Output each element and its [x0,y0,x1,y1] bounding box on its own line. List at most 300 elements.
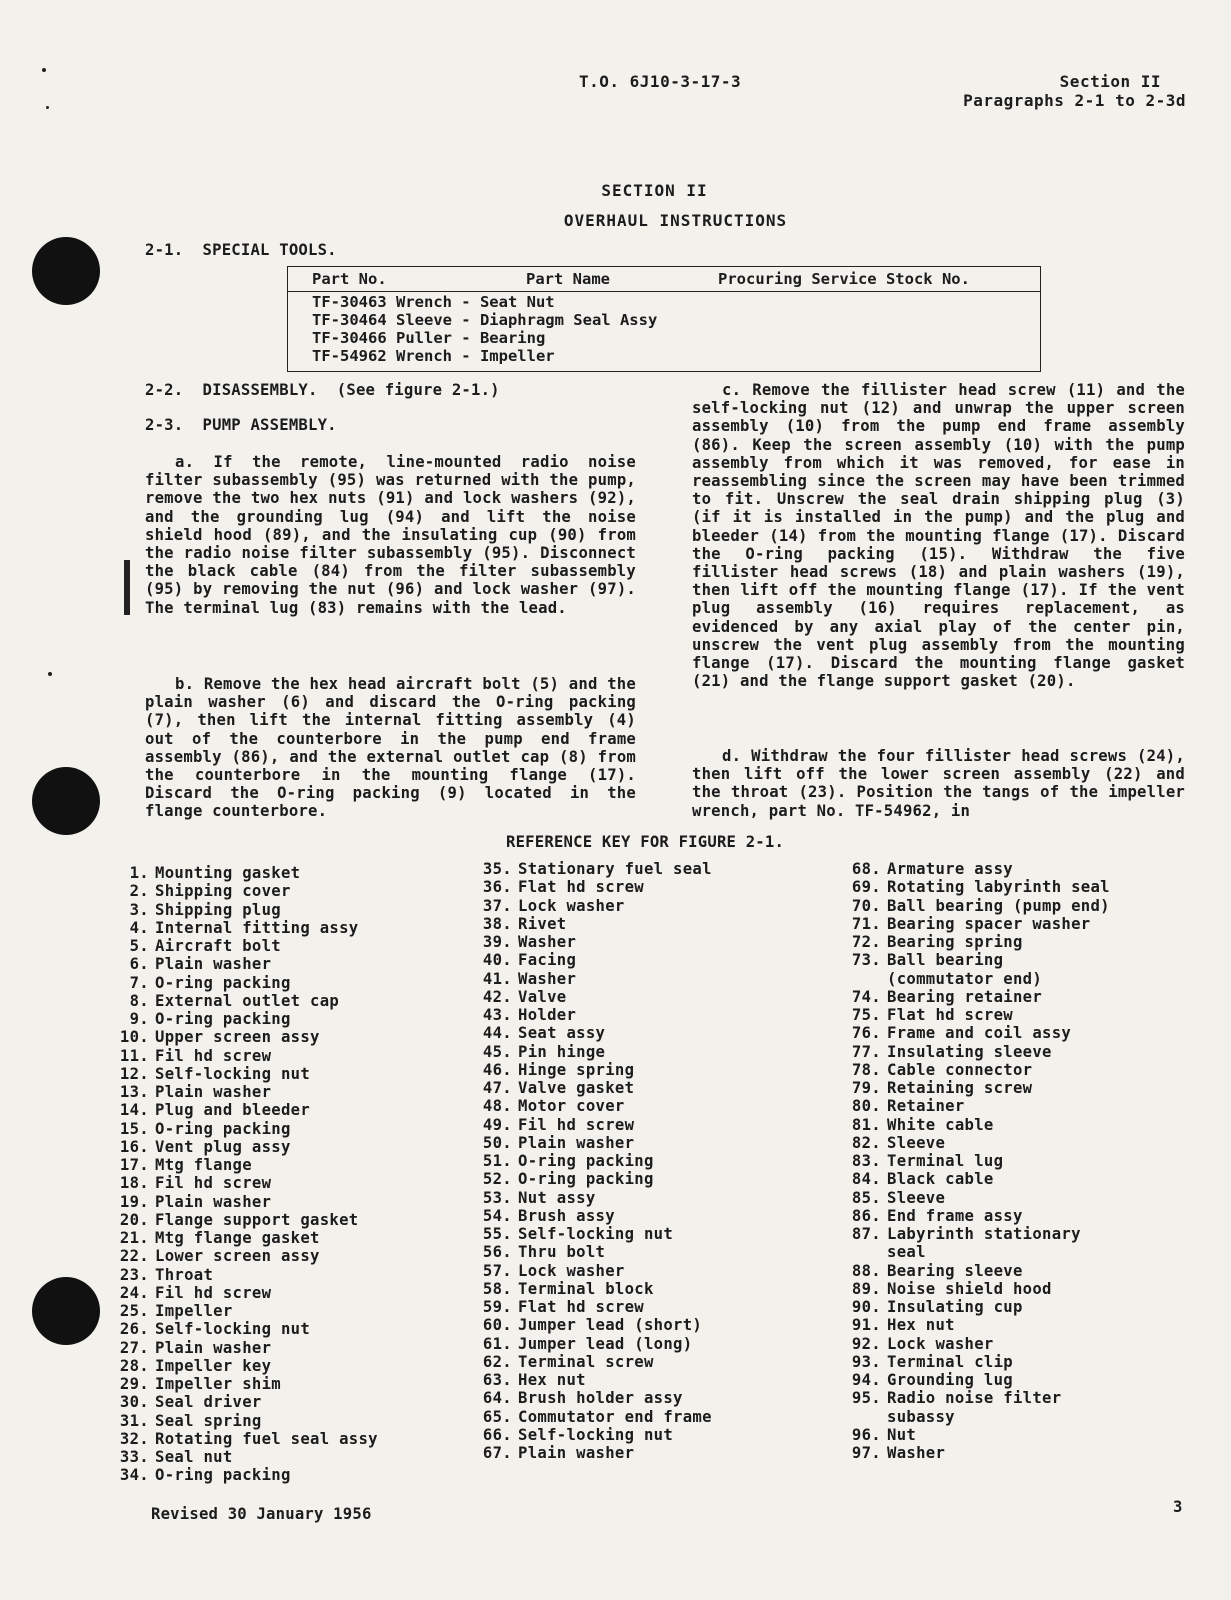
reference-key-label: Plain washer [518,1444,635,1462]
reference-key-number: 95. [851,1389,881,1408]
reference-key-item [480,1298,712,1316]
reference-key-item [117,1156,378,1174]
column-header-part-name: Part Name [526,270,610,288]
reference-key-number: 97. [851,1444,881,1462]
reference-key-label: Sleeve [887,1133,946,1152]
reference-key-label: Fil hd screw [155,1046,272,1065]
paragraph-c [692,381,1185,690]
reference-key-item [849,933,1110,951]
reference-key-item [480,1134,712,1152]
reference-key-item [480,860,712,878]
reference-key-item [117,937,378,955]
reference-key-number: 54. [482,1206,512,1225]
reference-key-item [117,1047,378,1065]
reference-key-label: Plain washer [155,1192,272,1211]
reference-key-number: 81. [851,1115,881,1134]
revision-date: Revised 30 January 1956 [151,1505,372,1523]
reference-key-label: Mounting gasket [155,864,301,882]
reference-key-label: Mtg flange gasket [155,1229,320,1247]
reference-key-item [117,1138,378,1156]
reference-key-item [849,878,1110,896]
reference-key-number: 59. [482,1298,512,1316]
reference-key-item [480,1444,712,1462]
reference-key-number: 39. [482,933,512,951]
reference-key-label: Seat assy [518,1024,606,1043]
reference-key-label: Black cable [887,1170,994,1189]
reference-key-number: 66. [482,1425,512,1444]
reference-key-label: Internal fitting assy [155,918,359,937]
reference-key-label: Terminal screw [518,1352,654,1371]
reference-key-number: 48. [482,1097,512,1116]
reference-key-label: Nut assy [518,1188,596,1207]
reference-key-item [849,1189,1110,1207]
reference-key-item [117,1247,378,1265]
reference-key-label: Valve gasket [518,1079,635,1097]
reference-key-number: 74. [851,987,881,1006]
margin-speck [42,68,46,72]
reference-key-number: 20. [119,1210,149,1229]
reference-key-number: 18. [119,1174,149,1193]
reference-key-item [117,1174,378,1192]
reference-key-number: 5. [129,937,149,955]
reference-key-label: Valve [518,987,567,1006]
reference-key-number: 24. [119,1283,149,1302]
reference-key-number: 64. [482,1389,512,1408]
table-row: TF-30466 Puller - Bearing [312,329,546,347]
paragraph-range: Paragraphs 2-1 to 2-3d [963,91,1186,110]
reference-key-number: 44. [482,1024,512,1043]
reference-key-item [849,1006,1110,1024]
reference-key-item [480,1152,712,1170]
reference-key-label: Nut [887,1425,917,1444]
reference-key-number: 40. [482,951,512,970]
reference-key-item [117,955,378,973]
reference-key-number: 47. [482,1079,512,1097]
reference-key-number: 9. [129,1010,149,1028]
reference-key-label: Seal nut [155,1448,233,1466]
paragraph-d [692,747,1185,820]
reference-key-number: 53. [482,1188,512,1207]
reference-key-item [480,1335,712,1353]
reference-key-label: Hex nut [887,1316,955,1335]
reference-key-item [117,1266,378,1284]
reference-key-number: 57. [482,1261,512,1280]
reference-key-number: 38. [482,914,512,933]
reference-key-item [849,1298,1110,1316]
reference-key-label: Armature assy [887,860,1013,878]
reference-key-number: 69. [851,878,881,897]
reference-key-item [480,1280,712,1298]
reference-key-item [117,992,378,1010]
reference-key-item [480,878,712,896]
reference-key-number: 50. [482,1133,512,1152]
reference-key-label: Retainer [887,1097,965,1116]
reference-key-number: 93. [851,1352,881,1371]
reference-key-number: 49. [482,1115,512,1134]
reference-key-number: 77. [851,1042,881,1061]
reference-key-number: 79. [851,1079,881,1097]
reference-key-label: Washer [887,1444,946,1462]
reference-key-number: 76. [851,1024,881,1043]
reference-key-label: Insulating sleeve [887,1042,1052,1061]
reference-key-label: Vent plug assy [155,1137,291,1156]
reference-key-number: 34. [119,1466,149,1485]
reference-key-item [117,1065,378,1083]
reference-key-item [849,1316,1110,1334]
reference-key-label: O-ring packing [155,1010,291,1028]
reference-key-label: Fil hd screw [518,1115,635,1134]
reference-key-item [480,1353,712,1371]
reference-key-item [480,1061,712,1079]
reference-key-number: 12. [119,1064,149,1083]
reference-key-number: 73. [851,951,881,970]
reference-key-label: Rivet [518,914,567,933]
reference-key-label: Plain washer [155,1338,272,1357]
table-row: TF-54962 Wrench - Impeller [312,347,555,365]
reference-key-item [480,970,712,988]
margin-speck [48,672,52,676]
reference-key-number: 16. [119,1137,149,1156]
reference-key-item [117,1284,378,1302]
reference-key-number: 21. [119,1229,149,1247]
reference-key-item [849,1097,1110,1115]
reference-key-label: O-ring packing [155,1466,291,1485]
margin-speck [46,106,49,109]
reference-key-label: Throat [155,1265,214,1284]
reference-key-item [849,1371,1110,1389]
reference-key-label: Bearing sleeve [887,1261,1023,1280]
reference-key-label: Cable connector [887,1060,1033,1079]
reference-key-number: 55. [482,1225,512,1243]
reference-key-item [117,1028,378,1046]
reference-key-item [849,860,1110,878]
paragraph-d-text: d. Withdraw the four fillister head screws (24), then lift off the lower screen assembly (22) and the throat (23). Position the tangs of the impeller wrench, part No. TF-54962, in [692,747,1185,820]
reference-key-number: 28. [119,1356,149,1375]
doc-number: T.O. 6J10-3-17-3 [579,72,742,91]
reference-key-label-continued: (commutator end) [887,969,1043,988]
reference-key-item [480,1189,712,1207]
reference-key-label: Jumper lead (long) [518,1334,693,1353]
reference-key-number: 27. [119,1338,149,1357]
reference-key-number: 78. [851,1060,881,1079]
reference-key-number: 52. [482,1170,512,1189]
reference-key-item [849,1116,1110,1134]
reference-key-number: 61. [482,1334,512,1353]
reference-key-label: O-ring packing [518,1170,654,1189]
reference-key-label-continued: subassy [887,1407,955,1426]
reference-key-number: 91. [851,1316,881,1335]
reference-key-label: Jumper lead (short) [518,1316,703,1335]
reference-key-item [849,988,1110,1006]
reference-key-number: 51. [482,1152,512,1170]
reference-key-item [117,1193,378,1211]
pump-assembly-heading: 2-3. PUMP ASSEMBLY. [145,416,337,434]
reference-key-item [849,1152,1110,1170]
reference-key-label: Rotating fuel seal assy [155,1429,378,1448]
paragraph-b-text: b. Remove the hex head aircraft bolt (5) and the plain washer (6) and discard the O-ring packing (7), then lift the internal fitting assembly (4) out of the counterbore in the pump end frame assembly (86), and the external outlet cap (8) from the counterbore in the mounting flange (17). Discard the O-ring packing (9) located in the flange counterbore. [145,675,636,821]
reference-key-item [849,1262,1110,1280]
reference-key-item [849,1335,1110,1353]
reference-key-number: 19. [119,1192,149,1211]
binder-hole-top [32,237,100,305]
reference-key-label: Self-locking nut [155,1064,311,1083]
paragraph-b [145,675,636,821]
reference-key-label: External outlet cap [155,991,340,1010]
special-tools-table [287,266,1041,372]
section-subtitle: OVERHAUL INSTRUCTIONS [563,211,788,230]
column-header-stock-no: Procuring Service Stock No. [718,270,970,288]
reference-key-label: Flat hd screw [518,1298,644,1316]
reference-key-label: Sleeve [887,1188,946,1207]
reference-key-item [117,901,378,919]
reference-key-label: Insulating cup [887,1298,1023,1316]
reference-key-label: Noise shield hood [887,1279,1052,1298]
reference-key-item [117,1393,378,1411]
reference-key-label: Lock washer [518,1261,625,1280]
reference-key-number: 14. [119,1101,149,1120]
reference-key-item [849,1353,1110,1371]
reference-key-number: 58. [482,1279,512,1298]
reference-key-title: REFERENCE KEY FOR FIGURE 2-1. [506,833,785,851]
table-row: TF-30463 Wrench - Seat Nut [312,293,555,311]
reference-key-number: 63. [482,1371,512,1389]
reference-key-label: Fil hd screw [155,1174,272,1193]
paragraph-c-text: c. Remove the fillister head screw (11) and the self-locking nut (12) and unwrap the upper screen assembly (10) from the pump end frame assembly (86). Keep the screen assembly (10) with the pump assembly from which it was removed, for ease in reassembling since the screen may have been trimmed to fit. Unscrew the seal drain shipping plug (3) (if it is installed in the pump) and the plug and bleeder (14) from the mounting flange (17). Discard the O-ring packing (15). Withdraw the five fillister head screws (18) and plain washers (19), then lift off the mounting flange (17). If the vent plug assembly (16) requires replacement, as evidenced by any axial play of the center pin, unscrew the vent plug assembly from the mounting flange (17). Discard the mounting flange gasket (21) and the flange support gasket (20). [692,381,1185,691]
reference-key-item [117,1412,378,1430]
reference-key-item [849,1134,1110,1152]
reference-key-number: 1. [129,864,149,882]
reference-key-label: Washer [518,969,577,988]
reference-key-number: 72. [851,933,881,951]
reference-key-label: O-ring packing [155,1119,291,1138]
reference-key-label: Washer [518,933,577,951]
reference-key-number: 94. [851,1371,881,1389]
reference-key-label: White cable [887,1115,994,1134]
reference-key-item [480,933,712,951]
reference-key-number: 70. [851,896,881,915]
reference-key-label: Flat hd screw [518,878,644,897]
reference-key-label: Ball bearing [887,951,1004,970]
reference-key-number: 7. [129,973,149,992]
reference-key-item [117,864,378,882]
reference-key-item [849,915,1110,933]
reference-key-item [480,988,712,1006]
reference-key-label: Thru bolt [518,1243,606,1262]
reference-key-number: 29. [119,1375,149,1393]
reference-key-number: 23. [119,1265,149,1284]
reference-key-label: Seal spring [155,1411,262,1430]
reference-key-number: 35. [482,860,512,878]
reference-key-label: Facing [518,951,577,970]
reference-key-item [117,919,378,937]
reference-key-item [849,1170,1110,1188]
reference-key-item [480,1389,712,1407]
reference-key-column-3 [849,860,1110,1462]
reference-key-item [480,1225,712,1243]
reference-key-item [480,1079,712,1097]
reference-key-item [849,897,1110,915]
reference-key-label: Bearing retainer [887,987,1043,1006]
reference-key-item [117,1083,378,1101]
revision-change-bar [124,560,130,615]
reference-key-item [117,1101,378,1119]
reference-key-item [117,882,378,900]
section-label: Section II [1059,72,1161,91]
reference-key-number: 65. [482,1407,512,1426]
reference-key-label: Hex nut [518,1371,586,1389]
reference-key-number: 10. [119,1028,149,1047]
reference-key-number: 37. [482,896,512,915]
reference-key-label: Pin hinge [518,1042,606,1061]
reference-key-label: Bearing spacer washer [887,914,1091,933]
paragraph-a-text: a. If the remote, line-mounted radio noise filter subassembly (95) was returned with the pump, remove the two hex nuts (91) and lock washers (92), and the grounding lug (94) and lift the noise shield hood (89), and the insulating cup (90) from the radio noise filter subassembly (95). Disconnect the black cable (84) from the filter subassembly (95) by removing the nut (96) and lock washer (97). The terminal lug (83) remains with the lead. [145,453,636,617]
reference-key-item [480,915,712,933]
reference-key-number: 62. [482,1352,512,1371]
reference-key-item [117,1010,378,1028]
reference-key-label: O-ring packing [155,973,291,992]
column-header-part-no: Part No. [312,270,387,288]
special-tools-heading: 2-1. SPECIAL TOOLS. [145,241,337,259]
reference-key-label: Upper screen assy [155,1028,320,1047]
reference-key-label-continued: seal [887,1243,926,1262]
reference-key-label: Frame and coil assy [887,1024,1072,1043]
reference-key-item [480,1243,712,1261]
reference-key-label: Terminal lug [887,1152,1004,1170]
reference-key-label: O-ring packing [518,1152,654,1170]
reference-key-label: Impeller [155,1302,233,1320]
reference-key-number: 8. [129,991,149,1010]
reference-key-item [117,1430,378,1448]
reference-key-item [849,1389,1110,1407]
reference-key-number: 17. [119,1156,149,1174]
reference-key-number: 6. [129,955,149,974]
reference-key-number: 75. [851,1006,881,1024]
reference-key-label: Rotating labyrinth seal [887,878,1110,897]
reference-key-number: 92. [851,1334,881,1353]
reference-key-item [117,1339,378,1357]
reference-key-item [480,1316,712,1334]
reference-key-label: Self-locking nut [518,1225,674,1243]
paragraph-a [145,453,636,617]
reference-key-number: 41. [482,969,512,988]
reference-key-label: Radio noise filter [887,1389,1062,1408]
reference-key-item [849,1280,1110,1298]
reference-key-label: Impeller shim [155,1375,281,1393]
binder-hole-bottom [32,1277,100,1345]
reference-key-number: 68. [851,860,881,878]
reference-key-number: 60. [482,1316,512,1335]
reference-key-number: 67. [482,1444,512,1462]
reference-key-item [849,1225,1110,1243]
reference-key-number: 36. [482,878,512,897]
reference-key-item [480,1207,712,1225]
reference-key-number: 43. [482,1006,512,1024]
reference-key-number: 13. [119,1083,149,1101]
reference-key-number: 32. [119,1429,149,1448]
reference-key-label: Terminal clip [887,1352,1013,1371]
reference-key-label: Impeller key [155,1356,272,1375]
reference-key-number: 96. [851,1425,881,1444]
disassembly-heading: 2-2. DISASSEMBLY. (See figure 2-1.) [145,381,500,399]
reference-key-number: 3. [129,900,149,919]
section-title: SECTION II [601,181,708,200]
reference-key-number: 31. [119,1411,149,1430]
reference-key-item [849,1079,1110,1097]
reference-key-item [480,1426,712,1444]
reference-key-label: Self-locking nut [518,1425,674,1444]
reference-key-item [480,1262,712,1280]
reference-key-item [480,1024,712,1042]
reference-key-number: 71. [851,914,881,933]
reference-key-item [480,951,712,969]
reference-key-item [117,1120,378,1138]
reference-key-number: 80. [851,1097,881,1116]
reference-key-number: 86. [851,1206,881,1225]
table-header [288,267,1040,292]
reference-key-item [480,1006,712,1024]
reference-key-label: Motor cover [518,1097,625,1116]
reference-key-item [849,1061,1110,1079]
reference-key-label: Holder [518,1006,577,1024]
reference-key-number: 4. [129,918,149,937]
reference-key-item [480,1408,712,1426]
reference-key-number: 11. [119,1046,149,1065]
reference-key-item [117,1448,378,1466]
reference-key-label: Grounding lug [887,1371,1013,1389]
reference-key-label: Brush holder assy [518,1389,683,1408]
reference-key-number: 87. [851,1225,881,1243]
reference-key-label: Stationary fuel seal [518,860,712,878]
reference-key-label: Shipping plug [155,900,281,919]
reference-key-item [480,1043,712,1061]
reference-key-label: Brush assy [518,1206,615,1225]
reference-key-number: 15. [119,1119,149,1138]
reference-key-label: Plug and bleeder [155,1101,311,1120]
reference-key-label: Plain washer [155,955,272,974]
reference-key-label: Flange support gasket [155,1210,359,1229]
reference-key-number: 56. [482,1243,512,1262]
reference-key-column-1 [117,864,378,1485]
reference-key-number: 84. [851,1170,881,1189]
page-number: 3 [1173,1498,1183,1516]
reference-key-number: 82. [851,1133,881,1152]
reference-key-number: 88. [851,1261,881,1280]
reference-key-number: 89. [851,1279,881,1298]
reference-key-label: Terminal block [518,1279,654,1298]
reference-key-number: 45. [482,1042,512,1061]
reference-key-item [849,1043,1110,1061]
reference-key-number: 85. [851,1188,881,1207]
reference-key-label: Labyrinth stationary [887,1225,1081,1243]
reference-key-item [849,1426,1110,1444]
reference-key-number: 26. [119,1320,149,1339]
reference-key-item [117,1302,378,1320]
reference-key-label: Plain washer [518,1133,635,1152]
reference-key-label: Fil hd screw [155,1283,272,1302]
reference-key-number: 42. [482,987,512,1006]
reference-key-label: Ball bearing (pump end) [887,896,1110,915]
reference-key-number: 22. [119,1247,149,1266]
reference-key-item [480,1097,712,1115]
reference-key-label: Flat hd screw [887,1006,1013,1024]
reference-key-label: Lower screen assy [155,1247,320,1266]
reference-key-label: Plain washer [155,1083,272,1101]
table-body [312,293,657,365]
reference-key-item [480,1371,712,1389]
reference-key-item [117,1357,378,1375]
reference-key-item [849,1024,1110,1042]
reference-key-item [849,951,1110,969]
